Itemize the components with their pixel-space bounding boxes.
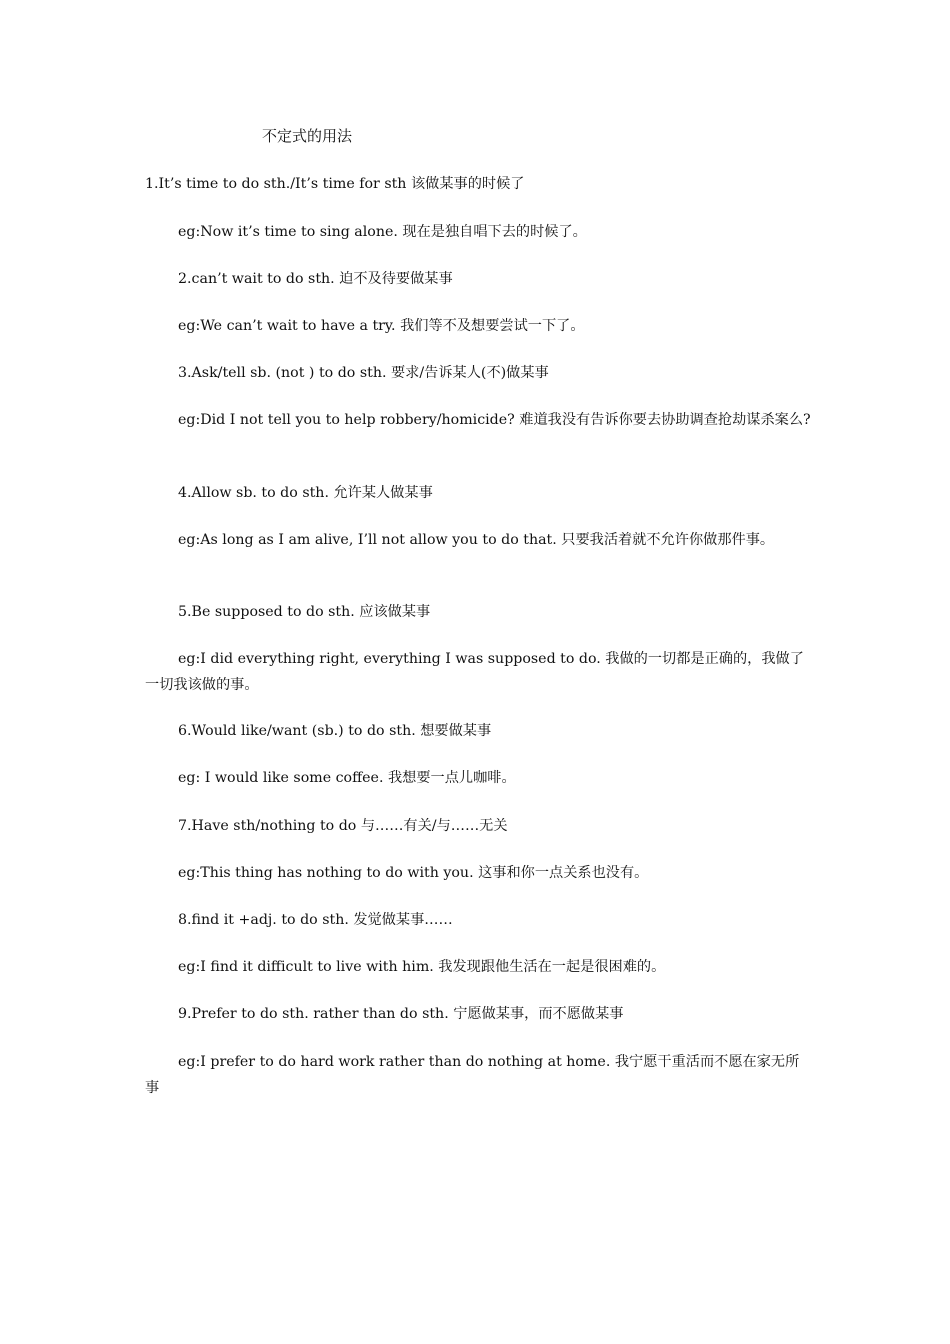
item-5-heading: 5.Be supposed to do sth. 应该做某事 [178,604,431,620]
item-2-example: eg:We can’t wait to have a try. 我们等不及想要尝试一下了。 [178,318,585,334]
item-3-example: eg:Did I not tell you to help robbery/homicide? 难道我没有告诉你要去协助调查抢劫谋杀案么? [178,412,811,428]
item-1-heading: 1.It’s time to do sth./It’s time for sth 该做某事的时候了 [145,176,525,192]
item-3-heading: 3.Ask/tell sb. (not ) to do sth. 要求/告诉某人(不)做某事 [178,365,549,381]
item-9-example: eg:I prefer to do hard work rather than do nothing at home. 我宁愿干重活而不愿在家无所事 [145,1054,800,1096]
item-8-heading: 8.find it +adj. to do sth. 发觉做某事…… [178,912,453,928]
item-2-heading: 2.can’t wait to do sth. 迫不及待要做某事 [178,271,453,287]
item-5-example: eg:I did everything right, everything I was supposed to do. 我做的一切都是正确的，我做了一切我该做的事。 [145,651,804,693]
item-6-example: eg: I would like some coffee. 我想要一点儿咖啡。 [178,770,516,786]
item-4-heading: 4.Allow sb. to do sth. 允许某人做某事 [178,485,433,501]
item-8-example: eg:I find it difficult to live with him. 我发现跟他生活在一起是很困难的。 [178,959,666,975]
item-6-heading: 6.Would like/want (sb.) to do sth. 想要做某事 [178,723,492,739]
item-7-heading: 7.Have sth/nothing to do 与……有关/与……无关 [178,818,508,834]
item-9-heading: 9.Prefer to do sth. rather than do sth. 宁愿做某事，而不愿做某事 [178,1006,624,1022]
item-1-example: eg:Now it’s time to sing alone. 现在是独自唱下去的时候了。 [178,224,587,240]
document-title: 不定式的用法 [262,127,353,145]
item-4-example: eg:As long as I am alive, I’ll not allow you to do that. 只要我活着就不允许你做那件事。 [178,532,775,548]
item-7-example: eg:This thing has nothing to do with you. 这事和你一点关系也没有。 [178,865,649,881]
